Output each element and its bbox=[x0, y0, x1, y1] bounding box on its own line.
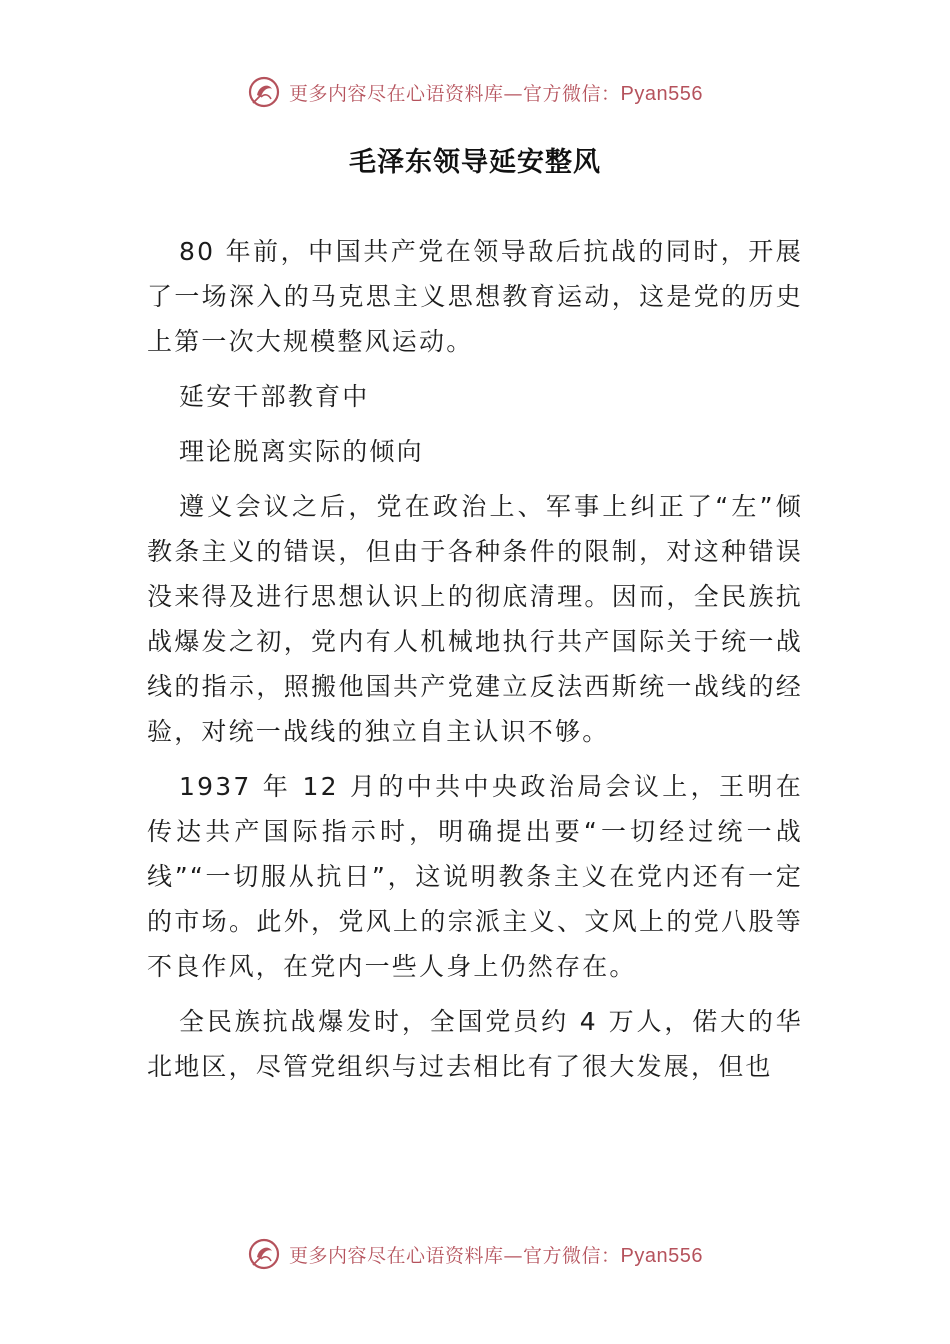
document-title: 毛泽东领导延安整风 bbox=[349, 147, 601, 178]
watermark-text bbox=[289, 79, 703, 106]
rose-logo-icon bbox=[247, 1237, 281, 1271]
watermark-wechat-id: Pyan556 bbox=[620, 1244, 703, 1267]
rose-logo-icon bbox=[247, 75, 281, 109]
paragraph-1: 80 年前，中国共产党在领导敌后抗战的同时，开展了一场深入的马克思主义思想教育运动，这是党的历史上第一次大规模整风运动。 bbox=[147, 237, 803, 356]
document-body bbox=[147, 229, 803, 1099]
section-heading-line-1: 延安干部教育中 bbox=[179, 382, 370, 411]
watermark-label: 更多内容尽在心语资料库—官方微信： bbox=[289, 82, 621, 105]
paragraph-2: 遵义会议之后，党在政治上、军事上纠正了“左”倾教条主义的错误，但由于各种条件的限制，对这种错误没来得及进行思想认识上的彻底清理。因而，全民族抗战爆发之初，党内有人机械地执行共产国际关于统一战线的指示，照搬他国共产党建立反法西斯统一战线的经验，对统一战线的独立自主认识不够。 bbox=[147, 492, 803, 746]
watermark-text bbox=[289, 1241, 703, 1268]
paragraph-4: 全民族抗战爆发时，全国党员约 4 万人，偌大的华北地区，尽管党组织与过去相比有了很大发展，但也 bbox=[147, 1007, 803, 1081]
header-watermark bbox=[0, 72, 950, 112]
section-heading-line-2: 理论脱离实际的倾向 bbox=[179, 437, 424, 466]
watermark-wechat-id: Pyan556 bbox=[620, 82, 703, 105]
watermark-label: 更多内容尽在心语资料库—官方微信： bbox=[289, 1244, 621, 1267]
paragraph-3: 1937 年 12 月的中共中央政治局会议上，王明在传达共产国际指示时，明确提出要“一切经过统一战线”“一切服从抗日”，这说明教条主义在党内还有一定的市场。此外，党风上的宗派主义、文风上的党八股等不良作风，在党内一些人身上仍然存在。 bbox=[147, 772, 803, 981]
footer-watermark bbox=[0, 1234, 950, 1274]
